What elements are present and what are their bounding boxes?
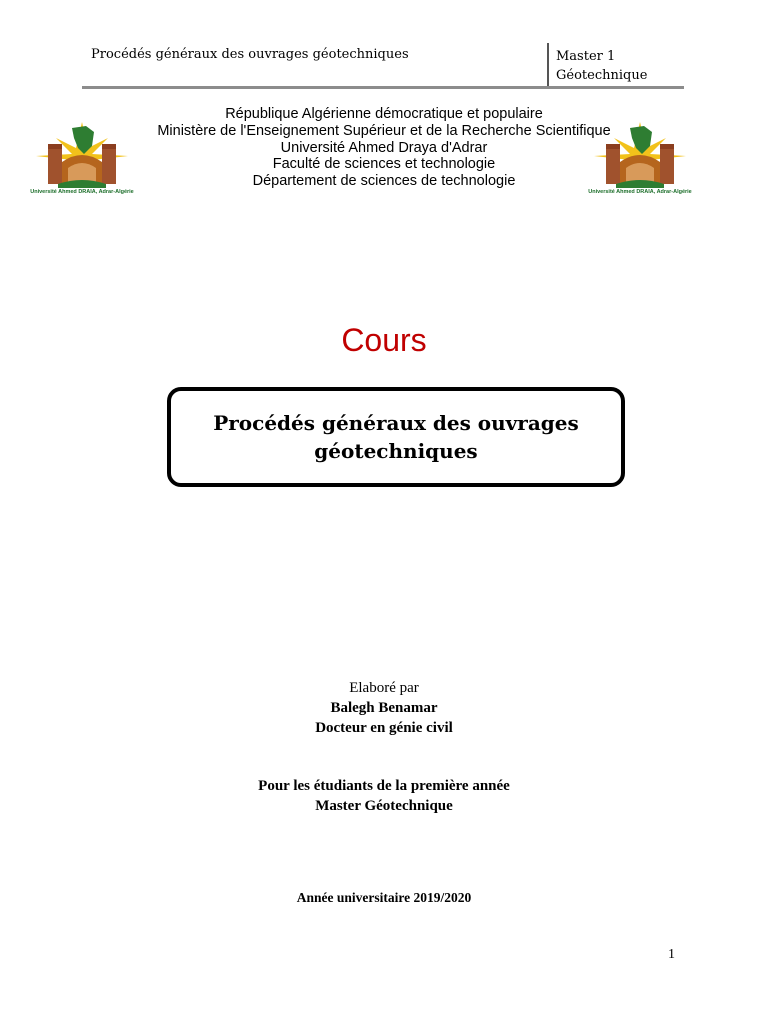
audience-line-2: Master Géotechnique bbox=[315, 798, 453, 814]
logo-caption-left: Université Ahmed DRAIA, Adrar-Algérie bbox=[30, 189, 134, 195]
header-rule bbox=[82, 86, 684, 89]
author-block bbox=[0, 678, 768, 738]
university-logo-right bbox=[586, 118, 694, 198]
university-emblem-icon bbox=[586, 118, 694, 190]
university-logo-left bbox=[28, 118, 136, 198]
institution-line: Ministère de l'Enseignement Supérieur et de la Recherche Scientifique bbox=[157, 122, 611, 139]
header-divider bbox=[547, 43, 549, 87]
course-title-line-2: géotechniques bbox=[314, 439, 478, 463]
author-degree: Docteur en génie civil bbox=[315, 720, 453, 736]
logo-caption-right: Université Ahmed DRAIA, Adrar-Algérie bbox=[588, 189, 692, 195]
document-type-label: Cours bbox=[341, 322, 427, 358]
page-number: 1 bbox=[668, 947, 675, 962]
audience-block bbox=[0, 776, 768, 816]
university-emblem-icon bbox=[28, 118, 136, 190]
course-title-line-1: Procédés généraux des ouvrages bbox=[213, 411, 579, 435]
course-title-box bbox=[167, 387, 625, 487]
audience-line-1: Pour les étudiants de la première année bbox=[258, 778, 510, 794]
course-title bbox=[186, 409, 606, 465]
running-header-level bbox=[556, 47, 647, 85]
level-line-1: Master 1 bbox=[556, 49, 616, 64]
institution-line: Département de sciences de technologie bbox=[252, 173, 516, 190]
level-line-2: Géotechnique bbox=[556, 68, 648, 83]
academic-year: Année universitaire 2019/2020 bbox=[296, 890, 472, 905]
author-prefix: Elaboré par bbox=[349, 680, 419, 696]
institution-block bbox=[140, 106, 628, 190]
institution-line: République Algérienne démocratique et populaire bbox=[225, 106, 543, 122]
institution-line: Université Ahmed Draya d'Adrar bbox=[280, 139, 488, 156]
institution-line: Faculté de sciences et technologie bbox=[272, 156, 496, 173]
author-name: Balegh Benamar bbox=[330, 700, 438, 716]
running-header-title: Procédés généraux des ouvrages géotechniques bbox=[91, 47, 409, 62]
